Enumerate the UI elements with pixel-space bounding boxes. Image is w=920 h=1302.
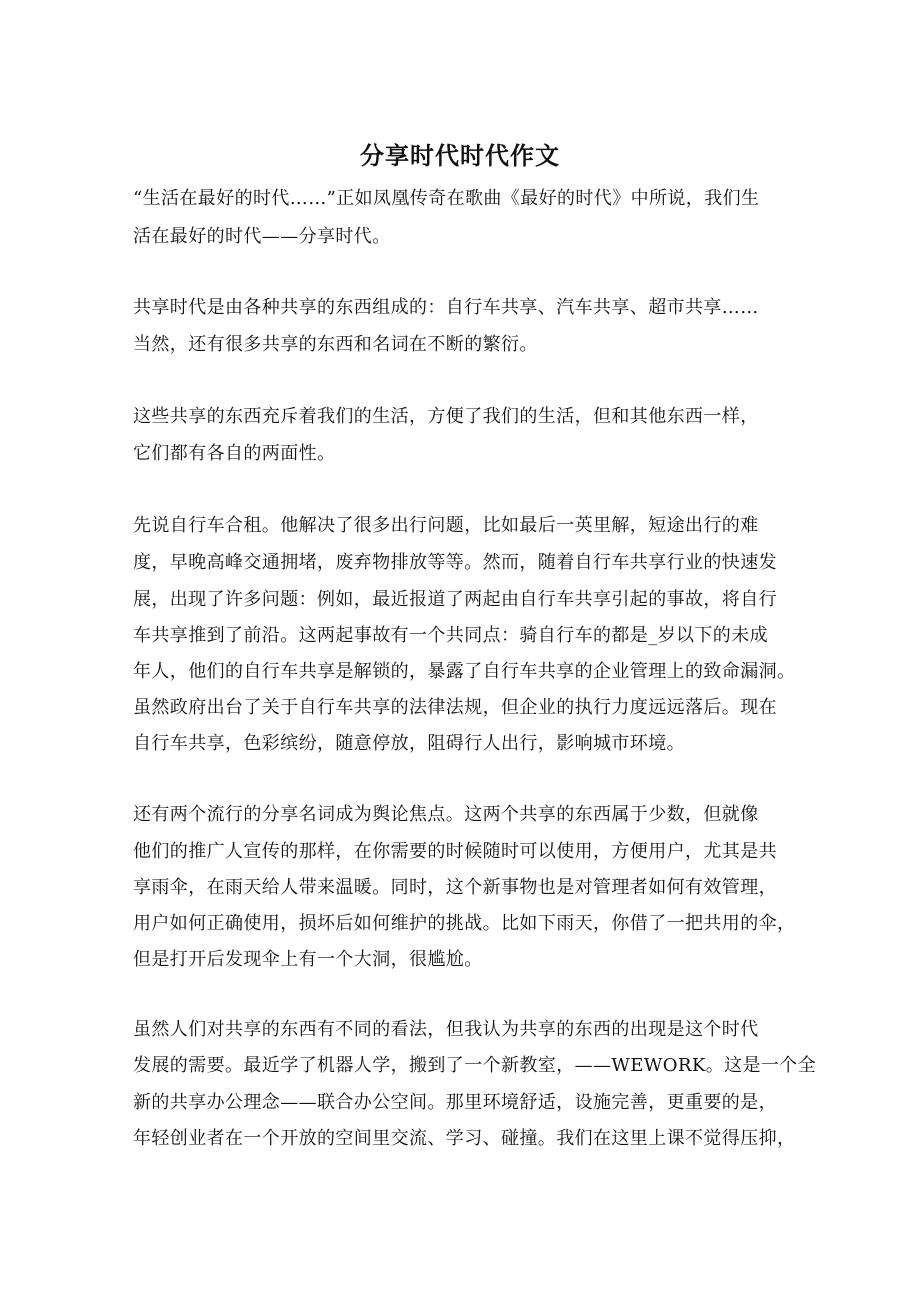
text-line: 自行车共享，色彩缤纷，随意停放，阻碍行人出行，影响城市环境。 (133, 733, 685, 754)
text-line: 车共享推到了前沿。这两起事故有一个共同点：骑自行车的都是_岁以下的未成 (133, 625, 768, 646)
text-line: 展，出现了许多问题：例如，最近报道了两起由自行车共享引起的事故，将自行 (133, 589, 777, 610)
text-line: 新的共享办公理念——联合办公空间。那里环境舒适，设施完善，更重要的是， (133, 1092, 777, 1113)
text-line: 虽然政府出台了关于自行车共享的法律法规，但企业的执行力度远远落后。现在 (133, 697, 777, 718)
text-line: 他们的推广人宣传的那样，在你需要的时候随时可以使用，方便用户，尤其是共 (133, 841, 777, 862)
text-line: 度，早晚高峰交通拥堵，废弃物排放等等。然而，随着自行车共享行业的快速发 (133, 552, 777, 573)
text-line: 用户如何正确使用，损坏后如何维护的挑战。比如下雨天，你借了一把共用的伞， (133, 913, 796, 934)
text-line: 共享时代是由各种共享的东西组成的：自行车共享、汽车共享、超市共享…… (133, 297, 759, 318)
document-title: 分享时代时代作文 (360, 141, 560, 170)
text-line: 虽然人们对共享的东西有不同的看法，但我认为共享的东西的出现是这个时代 (133, 1019, 759, 1040)
text-line: “生活在最好的时代……”正如凤凰传奇在歌曲《最好的时代》中所说，我们生 (133, 188, 760, 209)
text-line: 年人，他们的自行车共享是解锁的，暴露了自行车共享的企业管理上的致命漏洞。 (133, 661, 796, 682)
text-line: 这些共享的东西充斥着我们的生活，方便了我们的生活，但和其他东西一样， (133, 406, 759, 427)
text-line: 活在最好的时代——分享时代。 (133, 226, 391, 247)
text-line: 当然，还有很多共享的东西和名词在不断的繁衍。 (133, 334, 538, 355)
text-line: 年轻创业者在一个开放的空间里交流、学习、碰撞。我们在这里上课不觉得压抑， (133, 1128, 796, 1149)
text-line: 它们都有各自的两面性。 (133, 443, 336, 464)
text-line: 先说自行车合租。他解决了很多出行问题，比如最后一英里解，短途出行的难 (133, 515, 759, 536)
text-line: 享雨伞，在雨天给人带来温暖。同时，这个新事物也是对管理者如何有效管理， (133, 877, 777, 898)
text-line: 还有两个流行的分享名词成为舆论焦点。这两个共享的东西属于少数，但就像 (133, 804, 759, 825)
text-line: 但是打开后发现伞上有一个大洞，很尴尬。 (133, 949, 483, 970)
text-line: 发展的需要。最近学了机器人学，搬到了一个新教室，——WEWORK。这是一个全 (133, 1055, 817, 1076)
